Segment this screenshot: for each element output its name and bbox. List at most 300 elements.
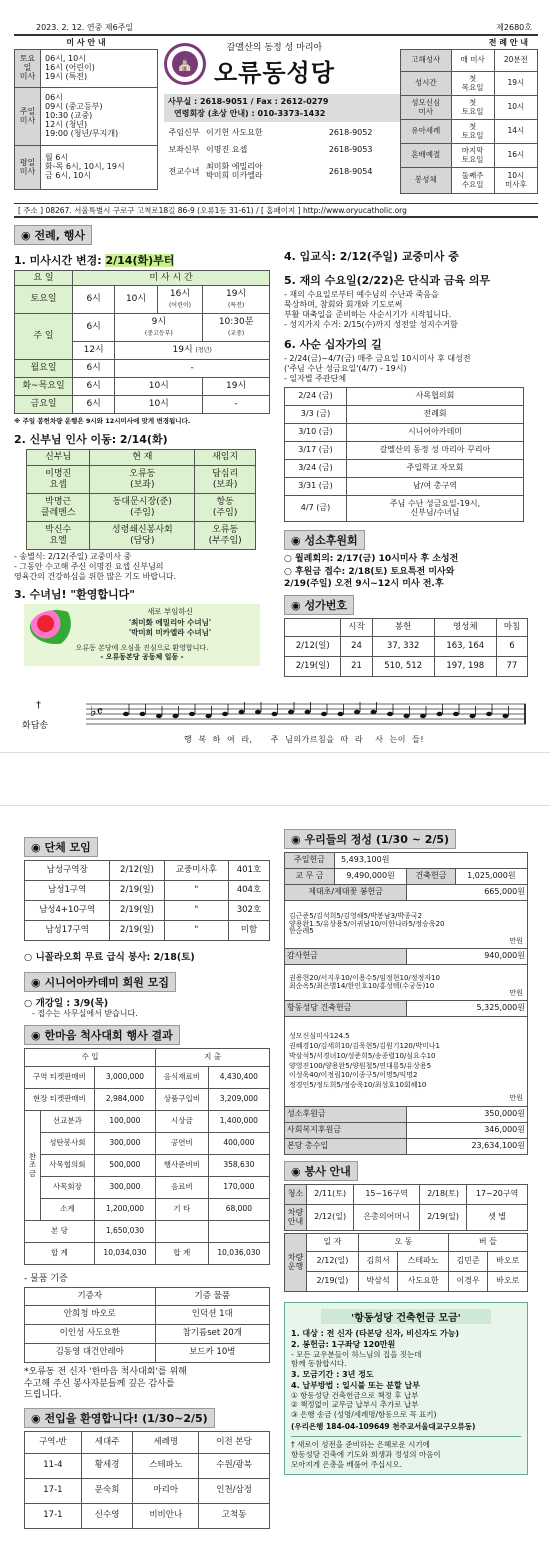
catechumen-heading: 4. 입교식: 2/12(주일) 교중미사 중 [284,250,459,263]
donor-list [285,965,528,1001]
music-note [321,712,327,716]
driver-name: 이경우 [448,1272,488,1292]
group-name: 남성17구역 [25,921,110,941]
staff-tel: 2618-9052 [328,128,373,138]
time-note: (특전) [227,301,245,309]
staff-role: 주임신부 [168,128,200,138]
left-column [14,224,278,666]
liturgy-section-header: ◉ 전례, 행사 [14,225,92,245]
offering-amount: 1,025,000원 [455,869,527,885]
building-fund-box [284,1302,528,1475]
expense-item: 기 타 [156,1199,209,1221]
income-total: 10,034,030 [94,1243,155,1265]
expense-amount: 400,000 [208,1133,269,1155]
priest-current: 성령쇄신봉사회 (담당) [90,522,195,550]
income-item: 본 당 [25,1221,95,1243]
guide-time: 14시 [494,120,537,144]
expense-amount: 358,630 [208,1155,269,1177]
guide-when: 둘째주 수요일 [451,168,494,194]
income-amount: 500,000 [94,1155,155,1177]
group-time: " [164,881,228,901]
time-cell: 6시 [73,396,115,414]
col-header: 이전 본당 [199,1432,270,1454]
date-line: 2023. 2. 12. 연중 제6주일 [36,23,134,32]
offering-label: 성소후원금 [285,1107,407,1123]
col-header: 구역-반 [25,1432,82,1454]
section-title: 단체 모임 [44,841,91,854]
guide-item: 성모신심 미사 [401,96,452,120]
col-header: 기증자 [25,1288,156,1306]
staff-role: 전교수녀 [168,166,200,176]
newcomer-cell: 수원/광북 [199,1454,270,1479]
offering-label: 사회복지후원금 [285,1123,407,1139]
responsorial-psalm [14,700,534,752]
time-cell: 10시 [115,396,203,414]
newcomer-cell: 마리아 [133,1479,199,1504]
priest-transfer-table [26,449,256,550]
station-date: 2/24 (금) [285,388,347,406]
income-amount: 1,650,030 [94,1221,155,1243]
hymn-cell: 37, 332 [372,636,434,656]
income-amount: 2,984,000 [94,1089,155,1111]
service-table [284,1184,528,1231]
guide-time: 10시 미사후 [494,168,537,194]
staff-name: 이기헌 사도요한 [206,128,263,138]
senior-start-date: ○ 개강일 : 3/9(목) [24,998,109,1009]
mass-table-footnote: ※ 주일 봉헌차량 운행은 9시와 12시미사에 맞게 변경됩니다. [14,417,191,425]
palm-collection-note: - 성지가지 수거: 2/15(수)까지 성전앞 성지수거함 [284,320,458,329]
music-note [437,712,443,716]
col-header: 세례명 [133,1432,199,1454]
offering-amount: 940,000원 [407,949,528,965]
hymn-cell: 6 [496,636,527,656]
service-section-header: ◉ 봉사 안내 [284,1161,358,1181]
col-header: 오 동 [358,1234,448,1252]
service-date: 2/11(토) [307,1185,354,1205]
cross-icon: † [36,700,41,711]
parish-emblem [164,43,206,85]
vocation-donation: ○ 후원금 접수: 2/18(토) 토요특전 미사와 2/19(주일) 오전 9시~12시 미사 전.후 [284,566,455,590]
time-cell [203,314,270,342]
station-group: 주님 수난 성금요일-19시, 신부님/수녀님 [347,496,524,522]
col-header: 지 출 [156,1049,270,1067]
donated-item: 보드카 10병 [155,1344,269,1363]
expense-total-label: 합 계 [156,1243,209,1265]
group-name: 남성구역장 [25,861,110,881]
service-group: 은총의어머니 [354,1205,420,1231]
income-amount: 100,000 [94,1111,155,1133]
parish-title: 오류동성당 [214,59,335,87]
offering-label: 본당 총수입 [285,1139,407,1155]
office-phone-fax: 사무실 : 2618-9051 / Fax : 2612-0279 [168,97,329,106]
music-note [140,712,146,716]
welcome-signature: - 오류동본당 공동체 일동 - [100,653,184,662]
newcomer-section-header: ◉ 전입을 환영합니다! (1/30~2/5) [24,1408,215,1428]
music-note [404,714,410,718]
priest-transfer-heading: 2. 신부님 인사 이동: 2/14(화) [14,433,168,446]
expense-item: 음료비 [156,1177,209,1199]
music-note [255,710,261,714]
donor-names: 권용현20/서지우10/이용수5/임정현10/정정자10 최순옥5/최은별14/한인호10/홍성택(수궁동)10 [289,973,440,990]
page-gap [0,752,550,806]
hymn-table [284,618,528,677]
day-label: 화~목요일 [15,378,73,396]
offering-amount: 5,325,000원 [407,1001,528,1017]
masthead-center [164,40,400,185]
mass-schedule-table [14,49,158,190]
gift-table [24,1287,270,1363]
prayer-note: - 그동안 수고해 주신 이명진 요셉 신부님의 영육간의 건강하심을 위한 많은 기도 바랍니다. [14,562,177,581]
music-note [371,710,377,714]
music-note [206,714,212,718]
col-header: 미 사 시 간 [73,271,270,286]
mass-label-sun: 주일 미사 [15,88,41,146]
day-label: 월요일 [15,360,73,378]
music-note [222,712,228,716]
expense-amount: 170,000 [208,1177,269,1199]
driver-baptismal: 스테파노 [398,1252,448,1272]
income-item: 사목협의회 [41,1155,95,1177]
group-room: 401호 [228,861,269,881]
time-cell: 10시 [115,286,157,314]
church-emblem-icon: ⛪ [172,51,198,77]
hymn-cell: 163, 164 [434,636,496,656]
group-date: 2/19(일) [110,901,164,921]
col-header: 봉헌 [372,618,434,636]
liturgy-guide-table [400,49,538,194]
service-date: 2/19(일) [419,1205,466,1231]
group-time: " [164,921,228,941]
newcomer-cell: 스테파노 [133,1454,199,1479]
donor: 안희청 바오로 [25,1306,156,1325]
newcomer-cell: 비비안나 [133,1504,199,1529]
day-label: 주 일 [15,314,73,360]
staff-tel: 2618-9053 [328,145,373,155]
guide-item: 고해성사 [401,50,452,72]
priest-name: 박명근 클레멘스 [27,494,90,522]
col-header: 기증 물품 [155,1288,269,1306]
offering-label: 교 무 금 [285,869,335,885]
staff-name: 최미화 에밀리아 박미희 미카엘라 [206,162,263,180]
building-fund-title: '항동성당 건축헌금 모금' [321,1309,491,1324]
staff-table [164,125,392,185]
welcome-sister-1: '최미화 에밀리아 수녀님' [128,617,212,627]
time-value: 19시 [172,345,193,356]
liturgy-guide [400,36,538,194]
hymn-cell: 24 [341,636,372,656]
driver-name: 김민준 [448,1252,488,1272]
offering-section-header: ◉ 우리들의 정성 (1/30 ~ 2/5) [284,829,456,849]
time-cell: - [203,396,270,414]
service-group: 셋 별 [467,1205,528,1231]
music-staff [86,700,526,730]
groups-section-header: ◉ 단체 모임 [24,837,98,857]
col-header: 영성체 [434,618,496,636]
stations-table [284,387,524,522]
col-header: 시작 [341,618,372,636]
music-note [173,714,179,718]
issue-number: 제2680호 [496,23,532,32]
senior-section-header: ◉ 시니어아카데미 회원 모집 [24,972,176,992]
guide-time: 10시 [494,96,537,120]
guide-time: 20분전 [494,50,537,72]
music-note [156,714,162,718]
hymn-cell: 197, 198 [434,656,496,676]
guide-item: 성시간 [401,72,452,96]
priest-name: 이명진 요셉 [27,466,90,494]
income-item: 사목회장 [41,1177,95,1199]
priest-new: 오류동 (부주임) [195,522,256,550]
mass-times-sun: 06시 09시 (중고등부) 10:30 (교중) 12시 (청년) 19:00 (청년/무지개) [41,88,158,146]
time-cell [115,342,270,360]
music-note [503,714,509,718]
unit-label: 만원 [509,1094,523,1103]
station-date: 3/10 (금) [285,424,347,442]
station-group: 사목협의회 [347,388,524,406]
hymn-date: 2/19(일) [285,656,341,676]
group-name: 남성4+10구역 [25,901,110,921]
fund-amount: 2. 봉헌금: 1구좌당 120만원 [291,1340,396,1349]
newcomer-cell: 17-1 [25,1479,82,1504]
group-time: " [164,901,228,921]
offering-label: 건축헌금 [407,869,456,885]
time-cell: - [115,360,270,378]
income-item: 소계 [41,1199,95,1221]
priest-current: 동대문시장(준) (주임) [90,494,195,522]
mass-times-sat: 06시, 10시 16시 (어린이) 19시 (특전) [41,50,158,88]
staff-name: 이명진 요셉 [206,145,248,155]
driver-name: 김희서 [358,1252,398,1272]
building-prayer: † 새로이 성전을 준비하는 은혜로운 시기에 항동성당 건축에 기도와 희생과 정성의 마음이 모아지게 은총을 베풀어 주십시오. [291,1436,521,1470]
col-header: 현 재 [90,450,195,466]
income-total-label: 합 계 [25,1243,95,1265]
section-title: 한마음 척사대회 행사 결과 [44,1029,173,1042]
day-label: 토요일 [15,286,73,314]
bulletin-page-1 [0,0,550,752]
priest-current: 오류동 (보좌) [90,466,195,494]
income-item: 성탄봉사회 [41,1133,95,1155]
service-group: 15~16구역 [354,1185,420,1205]
group-meeting-table [24,860,270,941]
newcomer-cell: 17-1 [25,1504,82,1529]
ash-wednesday-heading: 5. 재의 수요일(2/22)은 단식과 금육 의무 [284,274,491,287]
time-value: 9시 [151,317,167,328]
time-cell: 6시 [73,360,115,378]
psalm-lyrics: 행 복 하 여 라, 주 님의가르침을 따 라 사 는이 들! [184,735,425,744]
service-label: 청소 [285,1185,307,1205]
offering-label: 감사헌금 [285,949,407,965]
station-date: 3/31 (금) [285,478,347,496]
mass-change-heading [14,252,278,268]
col-header [285,618,341,636]
psalm-label: 화답송 [22,721,49,731]
music-note [354,710,360,714]
guide-item: 봉성체 [401,168,452,194]
welcome-sister-2: '박미희 미카엘라 수녀님' [128,628,212,637]
offering-label: 제대초/제대꽃 봉헌금 [285,885,407,901]
music-note [272,712,278,716]
income-amount: 300,000 [94,1177,155,1199]
mass-schedule-title: 미 사 안 내 [66,38,106,47]
music-note [305,710,311,714]
newcomer-cell: 문숙희 [81,1479,133,1504]
parish-slogan: 갈멜산의 동정 성 마리아 [226,43,323,53]
expense-total: 10,036,030 [208,1243,269,1265]
staff-tel: 2618-9054 [328,166,373,176]
station-date: 3/24 (금) [285,460,347,478]
mass-label-sat: 토요일 미사 [15,50,41,88]
income-item: 현장 티켓판매비 [25,1089,95,1111]
time-cell: 6시 [73,378,115,396]
income-amount: 3,000,000 [94,1067,155,1089]
station-group: 주일학교 자모회 [347,460,524,478]
time-note: (어린이) [168,301,192,309]
music-note [338,712,344,716]
donated-item: 인덕션 1대 [155,1306,269,1325]
donor: 이인성 사도요한 [25,1325,156,1344]
income-item: 구역 티켓판매비 [25,1067,95,1089]
expense-amount: 68,000 [208,1199,269,1221]
highlight-date: 2/14(화)부터 [105,254,175,267]
col-header: 세대주 [81,1432,133,1454]
senior-application-note: - 접수는 사무실에서 받습니다. [32,1009,138,1018]
section-title: 시니어아카데미 회원 모집 [44,976,169,989]
music-note [387,712,393,716]
offering-amount: 350,000원 [407,1107,528,1123]
station-date: 3/17 (금) [285,442,347,460]
donor-names: 성모신심미사124.5 권혜경10/김세희10/김욱현5/김원기120/박미나1 박삼석5/서경녀10/성준희5/송종렬10/심요수10 양영진100/양용완5/양원철5/연대룡5/유상용5 이성욱40/이정림10/이종구5/이명5/익명2 정경인5/정도희5/정승욱10/최성호10회혜10 [289,1032,440,1090]
station-group: 전례회 [347,406,524,424]
newcomer-cell: 11-4 [25,1454,82,1479]
music-note [123,712,129,716]
service-label: 차량 운행 [285,1234,307,1292]
section-title: 성소후원회 [304,534,358,547]
guide-time: 19시 [494,72,537,96]
group-date: 2/19(일) [110,881,164,901]
priest-name: 박신수 요엘 [27,522,90,550]
guide-when: 마지막 토요일 [451,144,494,168]
liturgy-guide-title: 전 례 안 내 [488,38,528,47]
welcome-line: 새로 부임하신 [147,607,193,616]
fund-payment: 4. 납부방법 : 일시불 또는 분할 납부 [291,1380,420,1390]
time-cell: 10시 [115,378,203,396]
expense-amount: 3,209,000 [208,1089,269,1111]
group-time: 교중미사후 [164,861,228,881]
yut-result-table [24,1048,270,1265]
masthead [14,34,538,204]
header-top-line [14,22,538,34]
donor-names: 김근준5/김석희5/김영해5/박봉남3/박종국2 양용완1.5/유상용5/이귀남10/이한나라5/정승욱20 한순례5 [289,911,445,936]
offering-amount: 9,490,000원 [335,869,407,885]
page1-body [14,218,538,748]
service-date: 2/12(일) [307,1205,354,1231]
guide-when: 첫 목요일 [451,72,494,96]
guide-when: 첫 토요일 [451,120,494,144]
hymn-cell: 510, 512 [372,656,434,676]
welcome-box [24,604,260,666]
time-note: (중고등부) [144,329,173,337]
priest-new: 항동 (주임) [195,494,256,522]
col-header: 마침 [496,618,527,636]
time-cell [157,286,203,314]
time-value: 10:30분 [218,317,254,328]
music-note [486,712,492,716]
vocation-section-header: ◉ 성소후원회 [284,530,365,550]
fund-target: 1. 대상 : 전 신자 (타본당 신자, 비신자도 가능) [291,1329,460,1338]
svg-text:♭𝄴: ♭𝄴 [90,704,103,720]
service-date: 2/12(일) [307,1252,359,1272]
col-header: 일 자 [307,1234,359,1252]
income-amount: 1,200,000 [94,1199,155,1221]
group-date: 2/12(일) [110,861,164,881]
hymn-date: 2/12(일) [285,636,341,656]
section-title: 우리들의 정성 (1/30 ~ 2/5) [304,833,450,846]
time-cell: 12시 [73,342,115,360]
music-note [453,712,459,716]
donor-list [285,1017,528,1107]
expense-item: 공연비 [156,1133,209,1155]
nicholas-meal-note: ○ 니꼴라오회 무료 급식 봉사: 2/18(토) [24,952,195,963]
newcomer-table [24,1431,270,1529]
donor: 김동영 대건안레아 [25,1344,156,1363]
service-label: 차량 안내 [285,1205,307,1231]
staff-role: 보좌신부 [168,145,200,155]
music-note [288,710,294,714]
donated-item: 참기름set 20개 [155,1325,269,1344]
bank-account: (우리은행 184-04-109649 천주교서울대교구오류동) [291,1421,476,1431]
p2-right-column [284,828,528,1475]
unit-label: 만원 [509,989,523,998]
col-header: 요 일 [15,271,73,286]
expense-amount: 4,430,400 [208,1067,269,1089]
stations-note: - 2/24(금)~4/7(금) 매주 금요일 10시미사 후 대성전 ('주님 수난 성금요일'(4/7) - 19시) [284,354,471,373]
time-cell [203,286,270,314]
guide-time: 16시 [494,144,537,168]
offering-amount: 23,634,100원 [407,1139,528,1155]
driver-baptismal: 바오로 [488,1252,528,1272]
ash-wednesday-note: - 재의 수요일로부터 예수님의 수난과 죽음을 묵상하며, 참회와 회개와 기도로써 부활 대축일을 준비하는 사순시기가 시작됩니다. [284,290,452,319]
farewell-note: - 송별식: 2/12(주일) 교중미사 중 [14,552,132,561]
donor-list [285,901,528,949]
newcomer-cell: 황세경 [81,1454,133,1479]
group-name: 남성1구역 [25,881,110,901]
sponsor-label: 찬 조 금 [25,1111,41,1221]
hymn-section-header: ◉ 성가번호 [284,595,354,615]
mass-label-weekday: 평일 미사 [15,146,41,190]
time-cell: 6시 [73,286,115,314]
service-group: 17~20구역 [467,1185,528,1205]
music-note [239,710,245,714]
hymn-cell: 77 [496,656,527,676]
yut-section-header: ◉ 한마음 척사대회 행사 결과 [24,1025,180,1045]
stations-heading: 6. 사순 십자가의 길 [284,338,382,351]
council-contact: 연령회장 (초상 안내) : 010-3373-1432 [174,109,326,118]
station-group: 시니어아카데미 [347,424,524,442]
p2-left-column [24,836,272,1529]
fund-amount-note: - 모든 교우분들이 하느님의 집을 짓는데 함께 동참합시다. [291,1350,422,1369]
newcomer-cell: 신수영 [81,1504,133,1529]
right-column [284,244,536,677]
group-room: 404호 [228,881,269,901]
thanks-note: *오류동 전 신자 '한마음 척사대회'를 위해 수고해 주신 봉사자분들께 깊은 감사를 드립니다. [24,1367,187,1401]
expense-item: 행사준비비 [156,1155,209,1177]
station-group: 남/여 총구역 [347,478,524,496]
time-cell: 6시 [73,314,115,342]
address-bar: [ 주소 ] 08267. 서울특별시 구로구 고척로18길 86-9 (오류1동 31-61) / [ 홈페이지 ] http://www.oryucatholic.org [14,204,538,218]
day-label: 금요일 [15,396,73,414]
mass-schedule [14,36,158,190]
col-header: 버 들 [448,1234,527,1252]
